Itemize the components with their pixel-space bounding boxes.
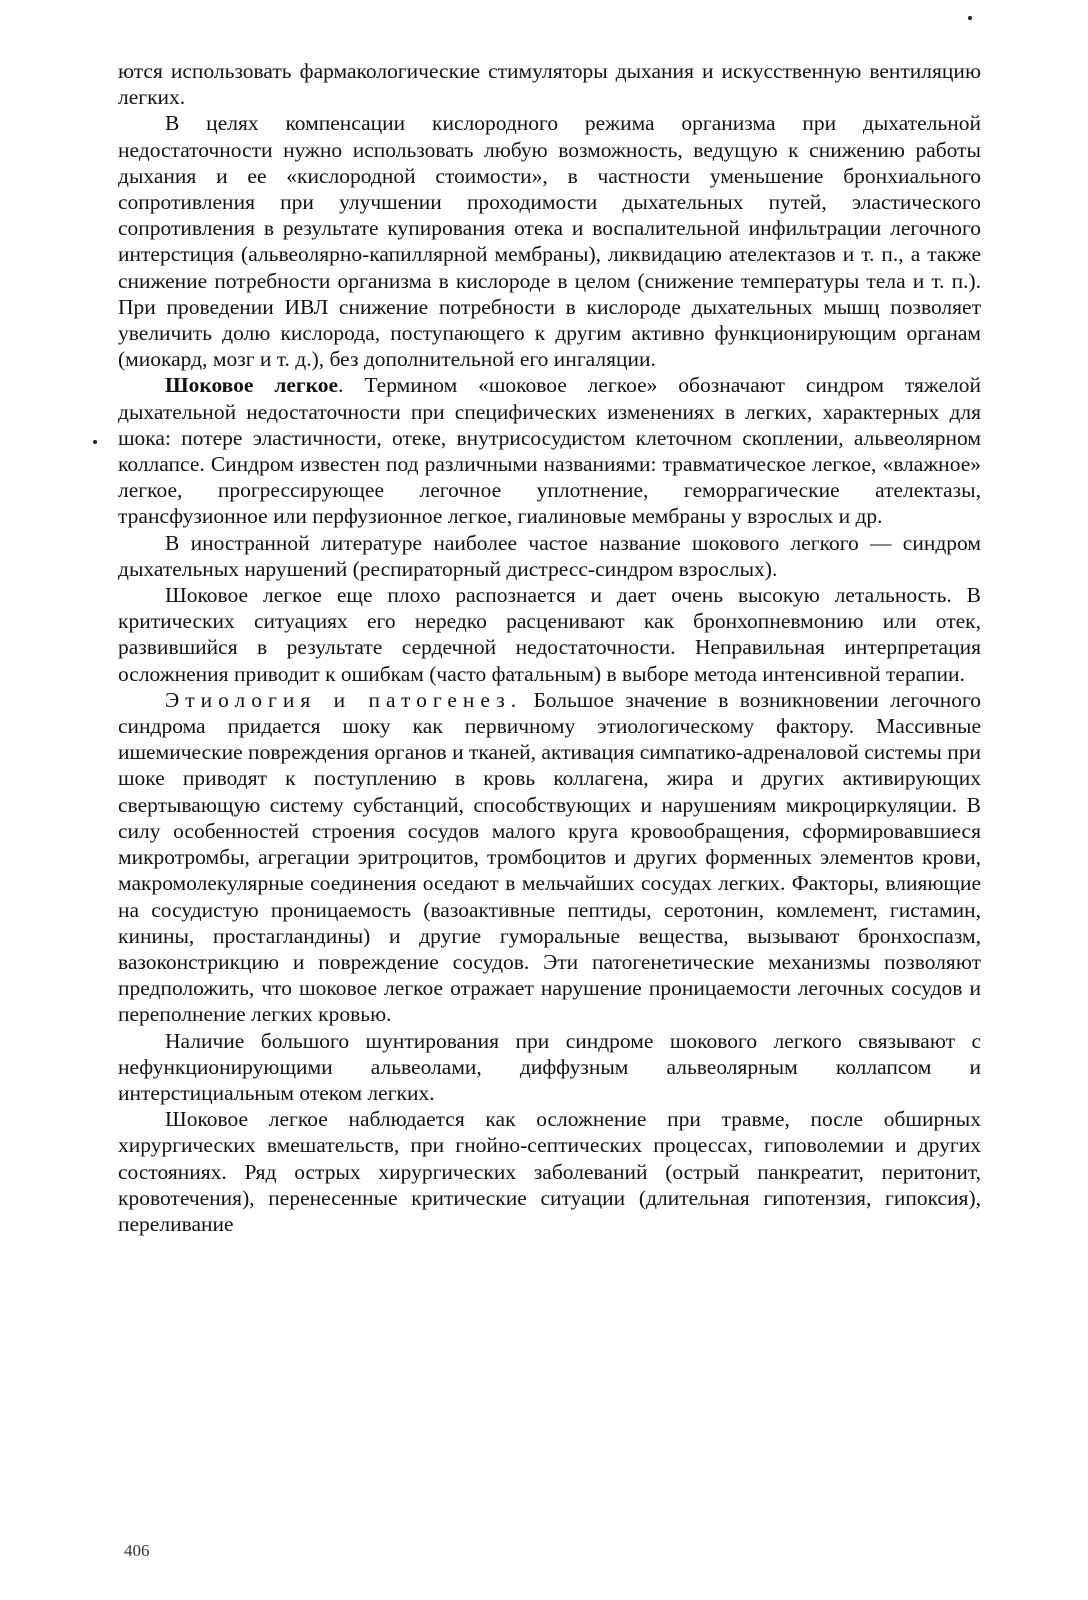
- paragraph: [118, 1028, 981, 1107]
- paragraph: [118, 110, 981, 372]
- paragraph-text: ются использовать фармакологические стимуляторы дыхания и искусственную вентиляцию легких.: [118, 59, 981, 110]
- paragraph-text: В целях компенсации кислородного режима организма при дыхательной недостаточности нужно использовать любую возможность, ведущую к снижению работы дыхания и ее «кислородной стоимости», в частности уменьшение бронхиального сопротивления при улучшении проходимости дыхательных путей, эластического сопротивления в результате купирования отека и воспалительной инфильтрации легочного интерстиция (альвеолярно-капиллярной мембраны), ликвидацию ателектазов и т. п., а также снижение потребности организма в кислороде в целом (снижение температуры тела и т. п.). При проведении ИВЛ снижение потребности в кислороде дыхательных мышц позволяет увеличить долю кислорода, поступающего к другим активно функционирующим органам (миокард, мозг и т. д.), без дополнительной его ингаляции.: [118, 111, 981, 372]
- paragraph: [118, 530, 981, 582]
- paragraph-etiology: [118, 687, 981, 1028]
- paragraph-shock-lung: [118, 372, 981, 529]
- paragraph: [118, 58, 981, 110]
- page-number: 406: [124, 1541, 150, 1560]
- paragraph-text: Шоковое легкое еще плохо распознается и дает очень высокую летальность. В критических ситуациях его нередко расценивают как бронхопневмонию или отек, развившийся в результате сердечной недостаточности. Неправильная интерпретация осложнения приводит к ошибкам (часто фатальным) в выборе метода интенсивной терапии.: [118, 583, 981, 686]
- margin-dot-mark: [93, 440, 97, 444]
- paragraph-text: . Термином «шоковое легкое» обозначают синдром тяжелой дыхательной недостаточности при специфических изменениях в легких, характерных для шока: потере эластичности, отеке, внутрисосудистом клеточном скоплении, альвеолярном коллапсе. Синдром известен под различными названиями: травматическое легкое, «влажное» легкое, прогрессирующее легочное уплотнение, геморрагические ателектазы, трансфузионное или перфузионное легкое, гиалиновые мембраны у взрослых и др.: [118, 373, 981, 529]
- paragraph: [118, 582, 981, 687]
- body-text: [118, 58, 981, 1237]
- section-heading-spaced: Этиология и патогенез.: [165, 687, 523, 712]
- paragraph-text: Наличие большого шунтирования при синдроме шокового легкого связывают с нефункционирующими альвеолами, диффузным альвеолярным коллапсом и интерстициальным отеком легких.: [118, 1028, 981, 1105]
- paragraph-text: Большое значение в возникновении легочного синдрома придается шоку как первичному этиологическому фактору. Массивные ишемические повреждения органов и тканей, активация симпатико-адреналовой системы при шоке приводят к поступлению в кровь коллагена, жира и других активирующих свертывающую систему субстанций, способствующих и нарушениям микроциркуляции. В силу особенностей строения сосудов малого круга кровообращения, сформировавшиеся микротромбы, агрегации эритроцитов, тромбоцитов и других форменных элементов крови, макромолекулярные соединения оседают в мельчайших сосудах легких. Факторы, влияющие на сосудистую проницаемость (вазоактивные пептиды, серотонин, комлемент, гистамин, кинины, простагландины) и другие гуморальные вещества, вызывают бронхоспазм, вазоконстрикцию и повреждение сосудов. Эти патогенетические механизмы позволяют предположить, что шоковое легкое отражает нарушение проницаемости легочных сосудов и переполнение легких кровью.: [118, 687, 981, 1027]
- section-term: Шоковое легкое: [165, 373, 339, 398]
- paragraph: [118, 1106, 981, 1237]
- paragraph-text: В иностранной литературе наиболее частое название шокового легкого — синдром дыхательных нарушений (респираторный дистресс-синдром взрослых).: [118, 530, 981, 581]
- margin-dot-mark: [968, 16, 972, 20]
- paragraph-text: Шоковое легкое наблюдается как осложнение при травме, после обширных хирургических вмешательств, при гнойно-септических процессах, гиповолемии и других состояниях. Ряд острых хирургических заболеваний (острый панкреатит, перитонит, кровотечения), перенесенные критические ситуации (длительная гипотензия, гипоксия), переливание: [118, 1107, 981, 1236]
